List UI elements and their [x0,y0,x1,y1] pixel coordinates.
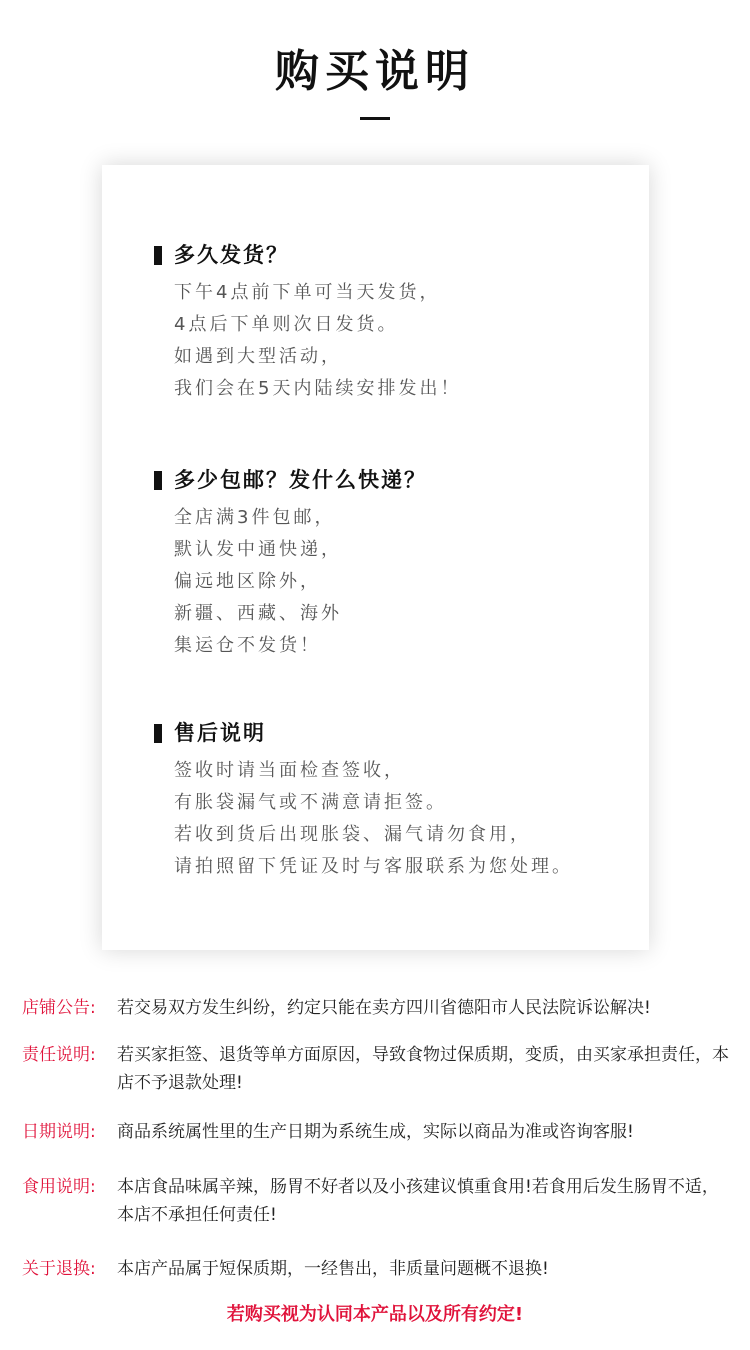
note-text: 若交易双方发生纠纷，约定只能在卖方四川省德阳市人民法院诉讼解决! [117,998,651,1018]
section-line: 下午4点前下单可当天发货， [174,282,441,303]
section-body [154,277,624,405]
section-line: 签收时请当面检查签收， [174,760,405,781]
section-shipping-time [154,240,624,405]
footer-notice: 若购买视为认同本产品以及所有约定! [226,1304,524,1325]
section-line: 如遇到大型活动， [174,346,342,367]
note-text: 本店产品属于短保质期，一经售出，非质量问题概不退换! [117,1259,549,1279]
section-line: 若收到货后出现胀袋、漏气请勿食用， [174,824,531,845]
section-line: 偏远地区除外， [174,571,321,592]
section-heading [154,718,624,748]
note-label: 食用说明: [22,1177,96,1197]
section-line: 请拍照留下凭证及时与客服联系为您处理。 [174,856,573,877]
heading-bar [154,246,162,265]
section-shipping-policy [154,465,624,662]
section-body [154,502,624,662]
note-text: 商品系统属性里的生产日期为系统生成，实际以商品为准或咨询客服! [117,1122,634,1142]
note-text: 本店食品味属辛辣，肠胃不好者以及小孩建议慎重食用!若食用后发生肠胃不适，本店不承担任何责任! [117,1177,719,1225]
section-heading [154,240,624,270]
section-heading-text: 多少包邮？发什么快递？ [174,468,427,492]
section-line: 默认发中通快递， [174,539,342,560]
section-heading [154,465,624,495]
info-card [102,165,649,950]
section-line: 全店满3件包邮， [174,507,336,528]
heading-bar [154,724,162,743]
section-line: 新疆、西藏、海外 [174,603,342,624]
note-text: 若买家拒签、退货等单方面原因，导致食物过保质期，变质，由买家承担责任，本店不予退款处理! [117,1045,729,1093]
note-label: 关于退换: [22,1259,96,1279]
section-heading-text: 多久发货？ [174,243,289,267]
section-after-sales [154,718,624,883]
page-title: 购买说明 [275,46,475,97]
section-line: 有胀袋漏气或不满意请拒签。 [174,792,447,813]
heading-bar [154,471,162,490]
section-line: 4点后下单则次日发货。 [174,314,399,335]
section-body [154,755,624,883]
section-line: 我们会在5天内陆续安排发出！ [174,378,462,399]
note-label: 责任说明: [22,1045,96,1065]
section-heading-text: 售后说明 [174,721,266,745]
note-label: 店铺公告: [22,998,96,1018]
section-line: 集运仓不发货！ [174,635,321,656]
title-underline [360,117,390,120]
note-label: 日期说明: [22,1122,96,1142]
